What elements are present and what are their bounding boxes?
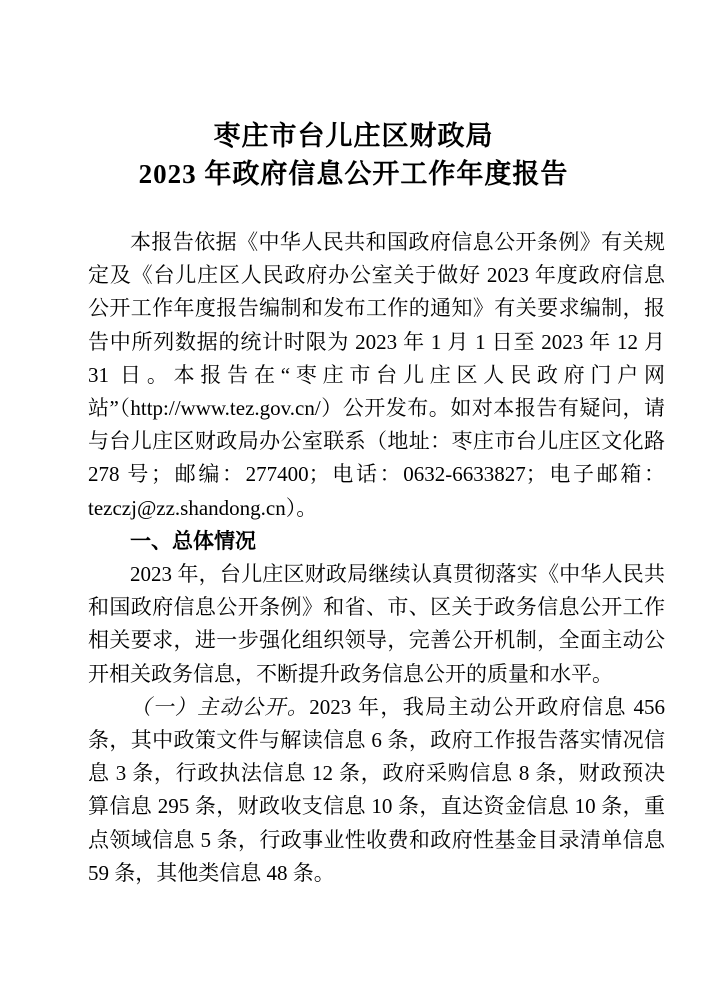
active-disclosure-text: 2023 年，我局主动公开政府信息 456 条，其中政策文件与解读信息 6 条，政府工作报告落实情况信息 3 条，行政执法信息 12 条，政府采购信息 8 条，财政预决算信息 295 条，财政收支信息 10 条，直达资金信息 10 条，重点领域信息 5 条，行政事业性收费和政府性基金目录清单信息 59 条，其他类信息 48 条。: [88, 694, 666, 885]
intro-paragraph: 本报告依据《中华人民共和国政府信息公开条例》有关规定及《台儿庄区人民政府办公室关于做好 2023 年度政府信息公开工作年度报告编制和发布工作的通知》有关要求编制，报告中所列数据的统计时限为 2023 年 1 月 1 日至 2023 年 12 月 31 日。本报告在“枣庄市台儿庄区人民政府门户网站”（http://www.tez.gov.cn/）公开发布。如对本报告有疑问，请与台儿庄区财政局办公室联系（地址：枣庄市台儿庄区文化路 278 号；邮编：277400；电话：0632-6633827；电子邮箱：tezczj@zz.shandong.cn）。: [88, 230, 665, 520]
title-line-1: 枣庄市台儿庄区财政局: [213, 121, 494, 151]
active-disclosure-paragraph: [88, 691, 665, 890]
overview-paragraph: 2023 年，台儿庄区财政局继续认真贯彻落实《中华人民共和国政府信息公开条例》和省、市、区关于政务信息公开工作相关要求，进一步强化组织领导，完善公开机制，全面主动公开相关政务信息，不断提升政务信息公开的质量和水平。: [88, 562, 665, 686]
section-heading-overview: 一、总体情况: [130, 529, 256, 553]
document-title: [0, 0, 707, 193]
active-disclosure-lead: （一）主动公开。: [130, 694, 310, 719]
title-line-2: 2023 年政府信息公开工作年度报告: [138, 159, 569, 189]
document-body: [88, 226, 665, 890]
